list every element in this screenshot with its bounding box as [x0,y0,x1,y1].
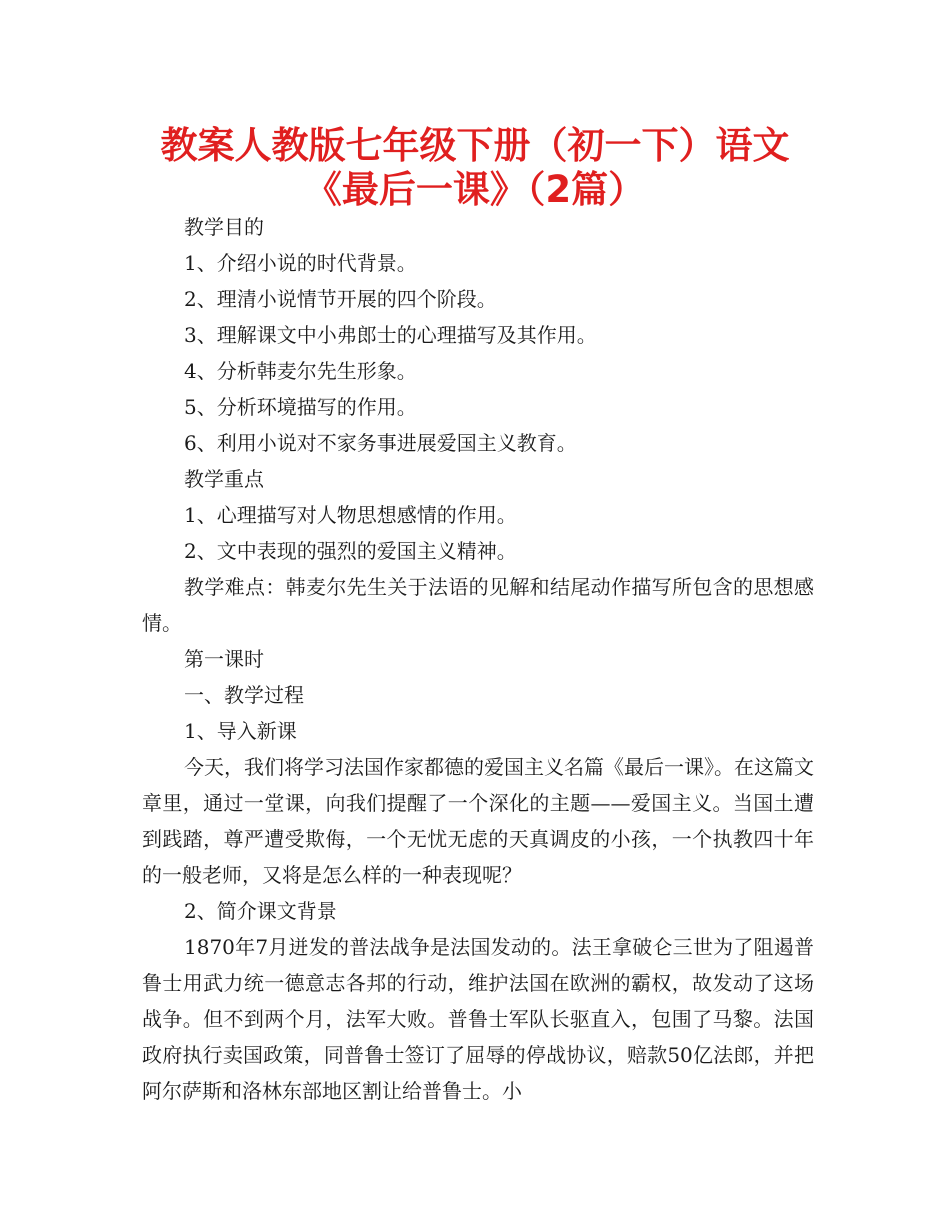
document-body [142,209,814,1109]
heading-introduction: 1、导入新课 [184,719,297,743]
key-point-item: 2、文中表现的强烈的爱国主义精神。 [184,539,517,563]
goal-item: 1、介绍小说的时代背景。 [184,251,417,275]
difficulty-paragraph: 教学难点：韩麦尔先生关于法语的见解和结尾动作描写所包含的思想感情。 [142,575,814,635]
goal-item: 5、分析环境描写的作用。 [184,395,417,419]
heading-teaching-goals: 教学目的 [184,215,264,239]
background-paragraph: 1870年7月迸发的普法战争是法国发动的。法王拿破仑三世为了阻遏普鲁士用武力统一德意志各邦的行动，维护法国在欧洲的霸权，故发动了这场战争。但不到两个月，法军大败。普鲁士军队长驱直入，包围了马黎。法国政府执行卖国政策，同普鲁士签订了屈辱的停战协议，赔款50亿法郎，并把阿尔萨斯和洛林东部地区割让给普鲁士。小 [142,935,814,1103]
key-point-item: 1、心理描写对人物思想感情的作用。 [184,503,517,527]
document-title-line-2: 《最后一课》（2篇） [304,168,646,211]
heading-teaching-process: 一、教学过程 [184,683,304,707]
goal-item: 6、利用小说对不家务事进展爱国主义教育。 [184,431,577,455]
heading-first-lesson: 第一课时 [184,647,264,671]
goal-item: 2、理清小说情节开展的四个阶段。 [184,287,497,311]
goal-item: 4、分析韩麦尔先生形象。 [184,359,417,383]
goal-item: 3、理解课文中小弗郎士的心理描写及其作用。 [184,323,597,347]
heading-background: 2、简介课文背景 [184,899,337,923]
heading-key-points: 教学重点 [184,467,264,491]
document-title-line-1: 教案人教版七年级下册（初一下）语文 [160,124,790,167]
introduction-paragraph: 今天，我们将学习法国作家都德的爱国主义名篇《最后一课》。在这篇文章里，通过一堂课，向我们提醒了一个深化的主题——爱国主义。当国土遭到践踏，尊严遭受欺侮，一个无忧无虑的天真调皮的小孩，一个执教四十年的一般老师，又将是怎么样的一种表现呢？ [142,755,814,887]
